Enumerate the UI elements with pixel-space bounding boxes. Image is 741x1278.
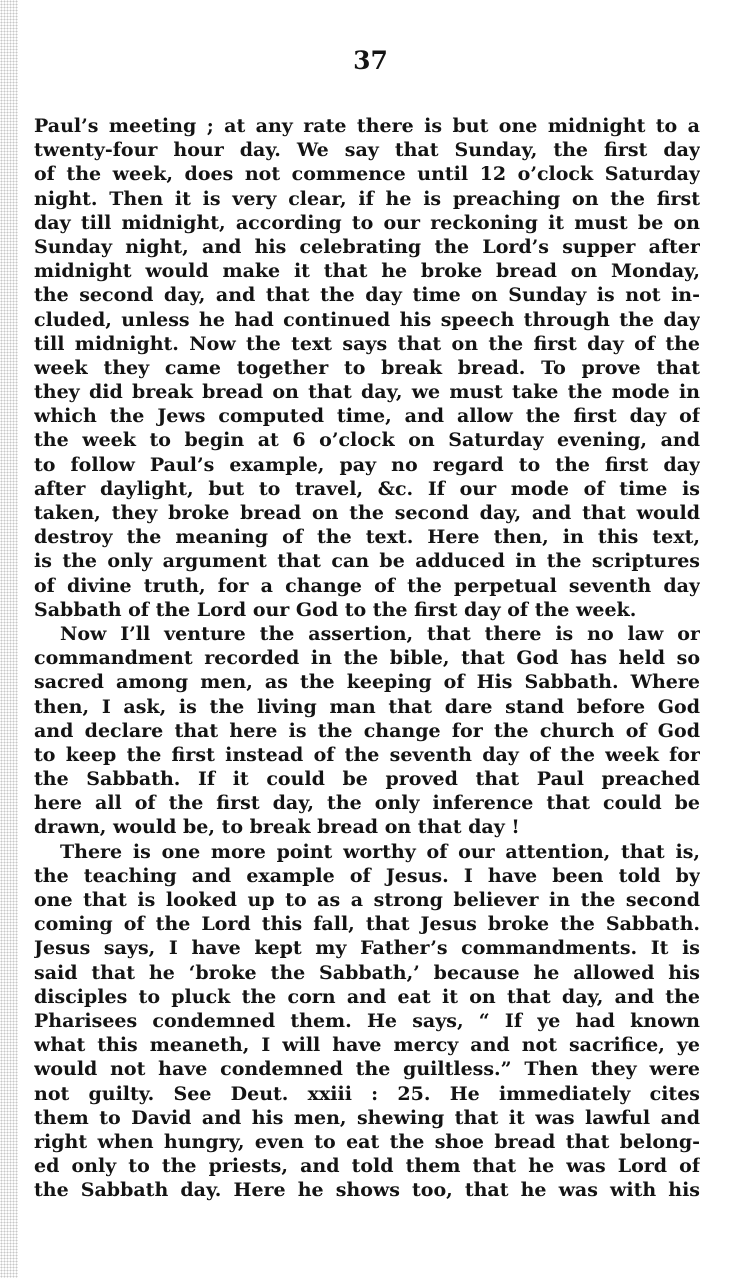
- text-line: right when hungry, even to eat the shoe bread that belong-: [34, 1130, 700, 1153]
- text-line: the second day, and that the day time on Sunday is not in-: [34, 284, 700, 307]
- text-line: of divine truth, for a change of the perpetual seventh day: [34, 574, 700, 597]
- text-line: Now I’ll venture the assertion, that there is no law or: [60, 622, 700, 645]
- text-line: cluded, unless he had continued his speech through the day: [34, 308, 700, 331]
- text-line: disciples to pluck the corn and eat it on that day, and the: [34, 985, 700, 1008]
- text-line: which the Jews computed time, and allow the first day of: [34, 405, 700, 428]
- page-number: 37: [353, 46, 388, 75]
- text-line: the Sabbath day. Here he shows too, that he was with his: [34, 1179, 700, 1202]
- text-line: day till midnight, according to our reckoning it must be on: [34, 211, 700, 234]
- text-line: they did break bread on that day, we must take the mode in: [34, 381, 700, 404]
- text-line: then, I ask, is the living man that dare stand before God: [34, 695, 700, 718]
- text-line: till midnight. Now the text says that on the first day of the: [34, 332, 700, 355]
- text-line: commandment recorded in the bible, that God has held so: [34, 647, 700, 670]
- text-line: after daylight, but to travel, &c. If our mode of time is: [34, 477, 700, 500]
- text-line: night. Then it is very clear, if he is preaching on the first: [34, 187, 700, 210]
- text-line: drawn, would be, to break bread on that day !: [34, 816, 520, 839]
- text-line: sacred among men, as the keeping of His Sabbath. Where: [34, 671, 700, 694]
- text-line: week they came together to break bread. To prove that: [34, 356, 700, 379]
- text-line: destroy the meaning of the text. Here then, in this text,: [34, 526, 700, 549]
- text-line: Sabbath of the Lord our God to the first day of the week.: [34, 598, 637, 621]
- text-line: to keep the first instead of the seventh day of the week for: [34, 743, 700, 766]
- text-line: taken, they broke bread on the second day, and that would: [34, 502, 700, 524]
- text-line: There is one more point worthy of our attention, that is,: [60, 840, 700, 863]
- text-line: and declare that here is the change for the church of God: [34, 719, 700, 742]
- body-text: [34, 114, 700, 1202]
- text-line: what this meaneth, I will have mercy and not sacrifice, ye: [34, 1034, 700, 1057]
- text-line: Sunday night, and his celebrating the Lord’s supper after: [34, 235, 700, 258]
- text-line: Paul’s meeting ; at any rate there is but one midnight to a: [34, 115, 700, 137]
- text-line: the week to begin at 6 o’clock on Saturday evening, and: [34, 429, 700, 452]
- text-line: would not have condemned the guiltless.” Then they were: [34, 1058, 700, 1081]
- text-line: twenty-four hour day. We say that Sunday, the first day: [34, 139, 700, 162]
- text-line: the teaching and example of Jesus. I have been told by: [34, 864, 700, 887]
- text-line: said that he ‘broke the Sabbath,’ because he allowed his: [34, 961, 700, 984]
- text-line: them to David and his men, shewing that it was lawful and: [34, 1106, 700, 1129]
- text-line: here all of the first day, the only inference that could be: [34, 792, 700, 815]
- text-line: to follow Paul’s example, pay no regard to the first day: [34, 453, 700, 476]
- text-line: of the week, does not commence until 12 o’clock Saturday: [34, 163, 700, 186]
- text-line: coming of the Lord this fall, that Jesus broke the Sabbath.: [34, 913, 700, 936]
- text-line: Pharisees condemned them. He says, “ If ye had known: [34, 1009, 700, 1032]
- text-line: midnight would make it that he broke bread on Monday,: [34, 260, 700, 283]
- text-line: not guilty. See Deut. xxiii : 25. He immediately cites: [34, 1082, 700, 1105]
- text-line: is the only argument that can be adduced in the scriptures: [34, 550, 700, 573]
- text-line: the Sabbath. If it could be proved that Paul preached: [34, 768, 700, 791]
- text-line: Jesus says, I have kept my Father’s commandments. It is: [34, 937, 700, 960]
- text-line: one that is looked up to as a strong believer in the second: [34, 889, 700, 911]
- text-line: ed only to the priests, and told them that he was Lord of: [34, 1155, 700, 1178]
